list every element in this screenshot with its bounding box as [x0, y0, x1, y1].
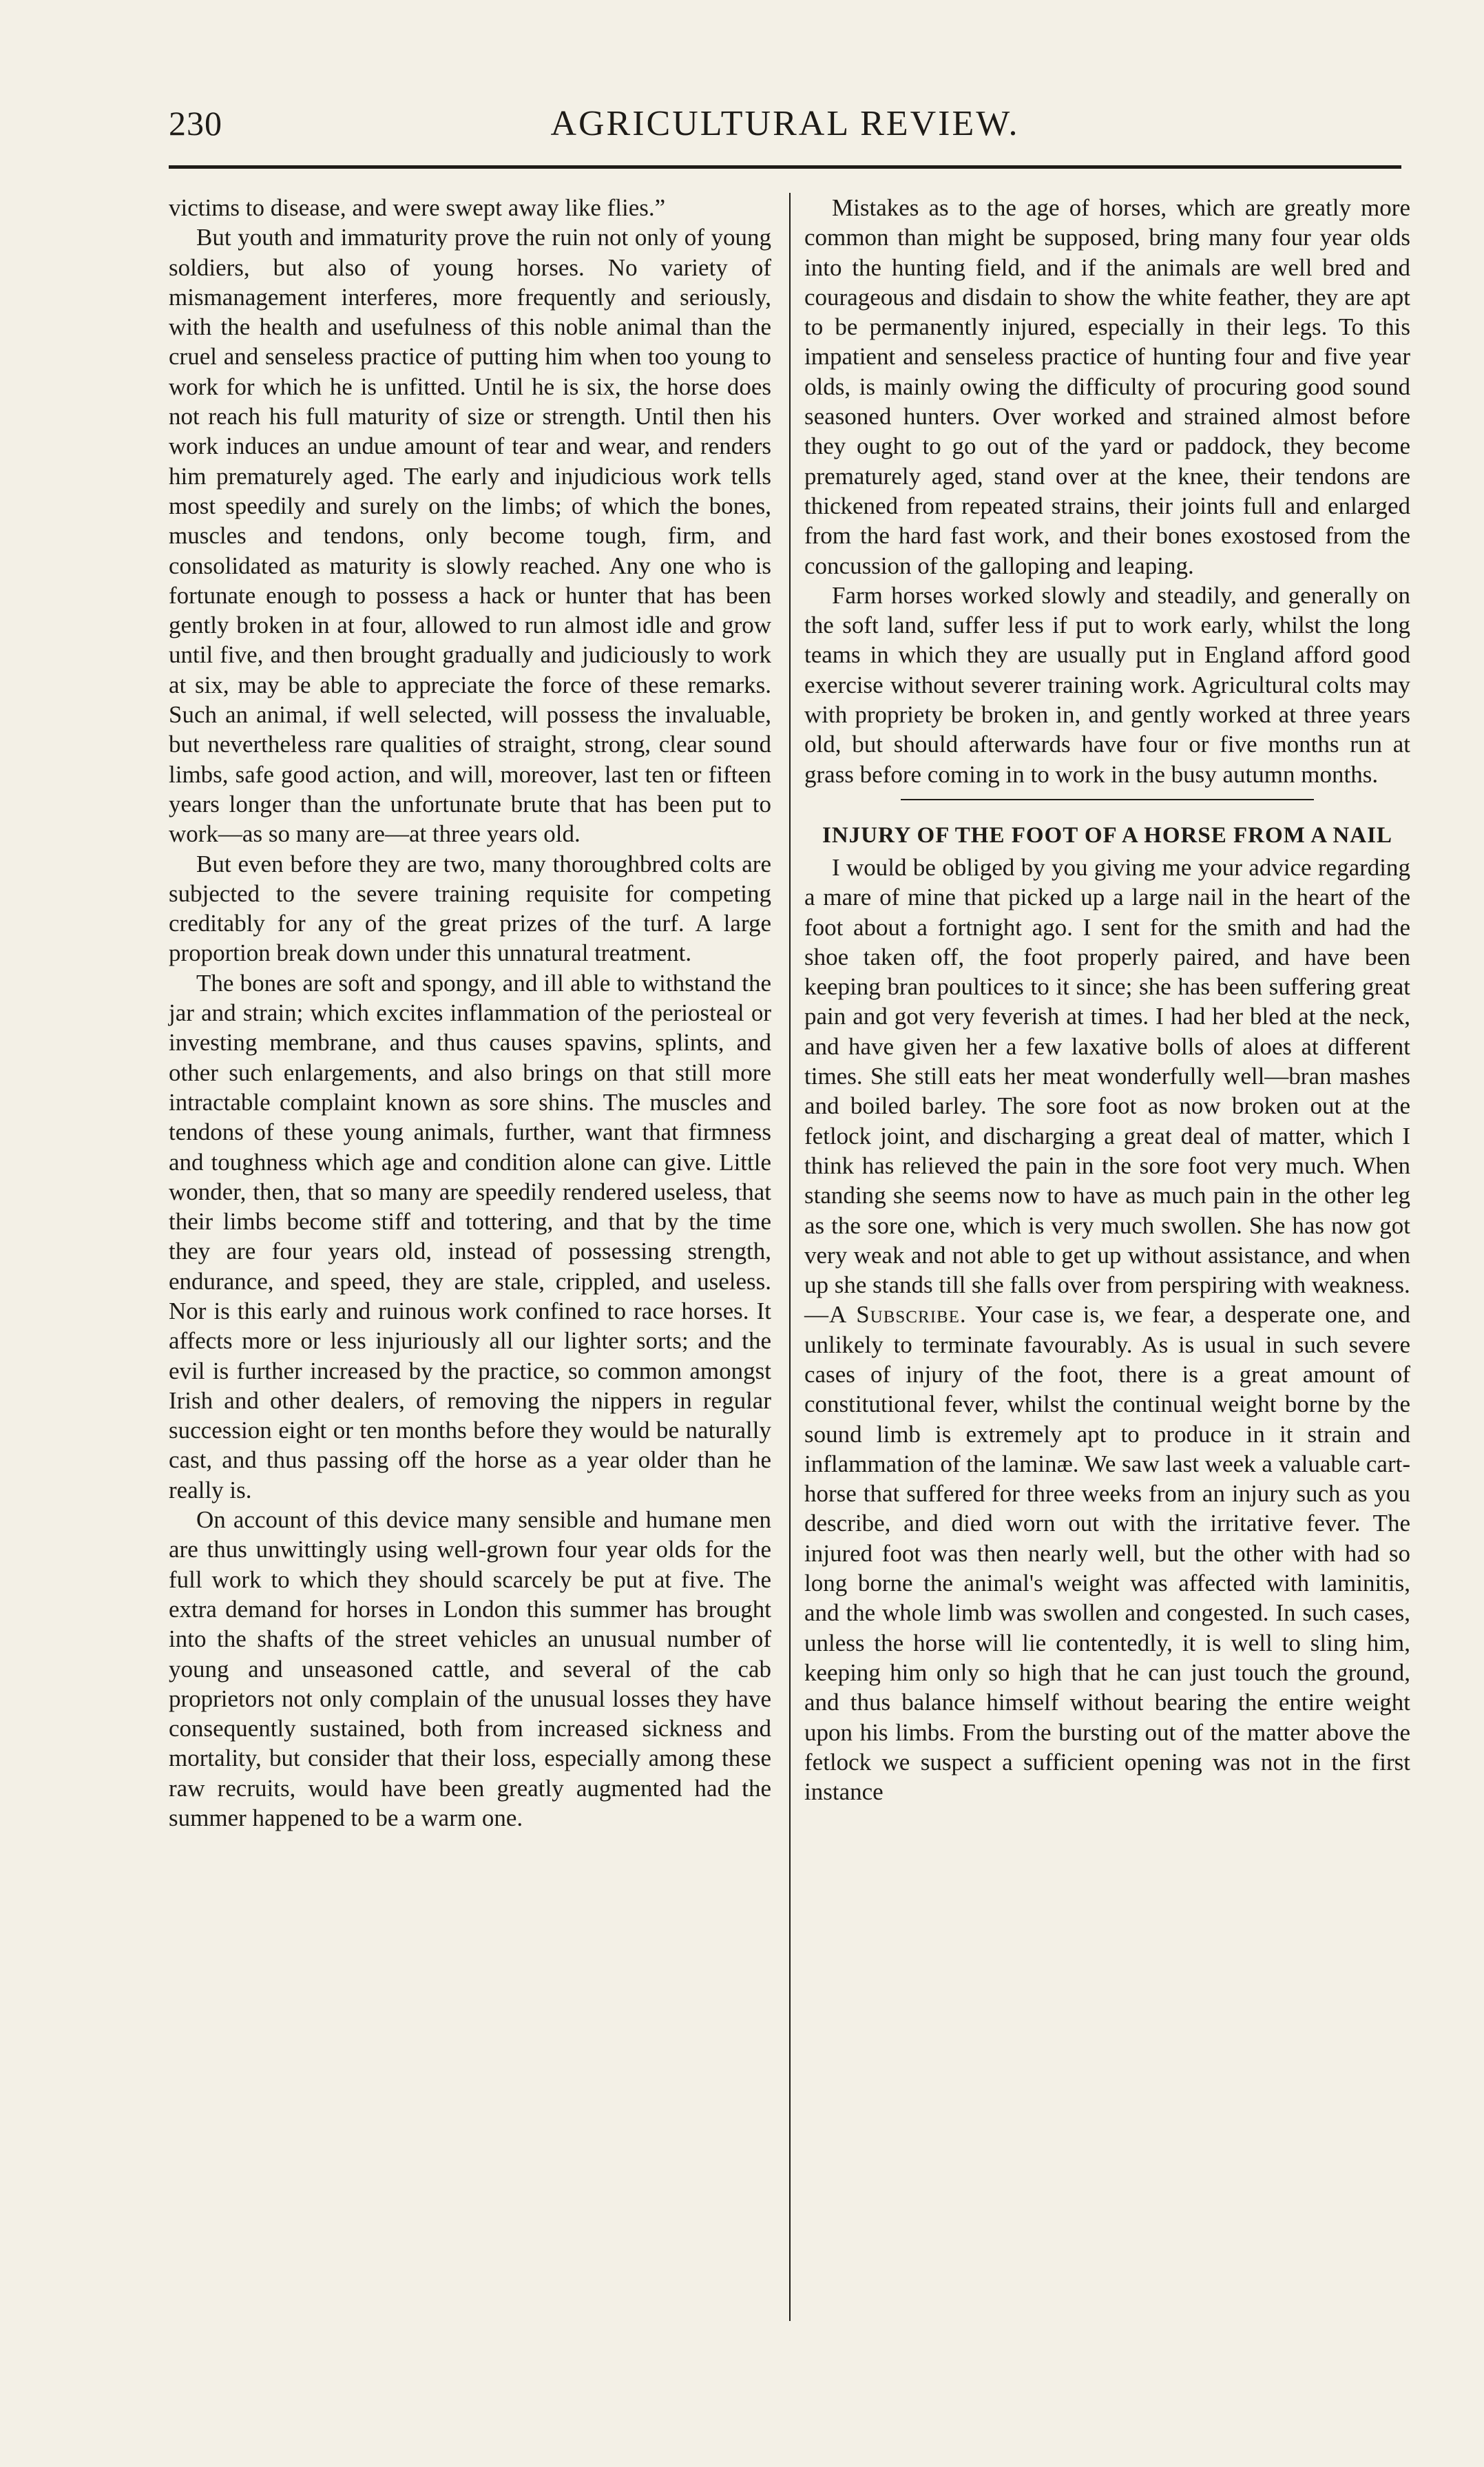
running-head: AGRICULTURAL REVIEW.: [550, 104, 1020, 143]
article-separator: [901, 799, 1314, 800]
paragraph: The bones are soft and spongy, and ill able to withstand the jar and strain; which excites inflammation of the periosteal or investing membrane, and thus causes spavins, splints, and other such enlargements, and also brings on that still more intractable complaint known as sore shins. The muscles and tendons of these young animals, further, want that firmness and toughness which age and condition alone can give. Little wonder, then, that so many are speedily rendered useless, that their limbs become stiff and tottering, and that by the time they are four years old, instead of possessing strength, endurance, and speed, they are stale, crippled, and useless. Nor is this early and ruinous work confined to race horses. It affects more or less injuriously all our lighter sorts; and the evil is further increased by the practice, so common amongst Irish and other dealers, of removing the nippers in regular succession eight or ten months before they would be naturally cast, and thus passing off the horse as a year older than he really is.: [169, 969, 771, 1503]
paragraph: victims to disease, and were swept away like flies.”: [169, 194, 666, 221]
paragraph: But youth and immaturity prove the ruin not only of young soldiers, but also of young horses. No variety of mismanagement interferes, more frequently and seriously, with the health and usefulness of this noble animal than the cruel and senseless practice of putting him when too young to work for which he is unfitted. Until he is six, the horse does not reach his full maturity of size or strength. Until then his work induces an undue amount of tear and wear, and renders him prematurely aged. The early and injudicious work tells most speedily and surely on the limbs; of which the bones, muscles and tendons, only become tough, firm, and consolidated as maturity is slowly reached. Any one who is fortunate enough to possess a hack or hunter that has been gently broken in at four, allowed to run almost idle and grow until five, and then brought gradually and judiciously to work at six, may be able to appreciate the force of these remarks. Such an animal, if well selected, will possess the invaluable, but nevertheless rare qualities of straight, strong, clear sound limbs, safe good action, and will, moreover, last ten or fifteen years longer than the unfortunate brute that has been put to work—as so many are—at three years old.: [169, 224, 771, 848]
left-column: [169, 193, 771, 1833]
article-title: INJURY OF THE FOOT OF A HORSE FROM A NAIL: [822, 822, 1392, 848]
page-number: 230: [169, 104, 222, 143]
paragraph: Mistakes as to the age of horses, which are greatly more common than might be supposed, bring many four year olds into the hunting field, and if the animals are well bred and courageous and disdain to show the white feather, they are apt to be permanently injured, especially in their legs. To this impatient and senseless practice of hunting four and five year olds, is mainly owing the difficulty of procuring good sound seasoned hunters. Over worked and strained almost before they ought to go out of the yard or paddock, they become prematurely aged, stand over at the knee, their tendons are thickened from repeated strains, their joints full and enlarged from the hard fast work, and their bones exostosed from the concussion of the galloping and leaping.: [804, 194, 1410, 579]
reply-paragraph: [804, 1300, 1410, 1807]
page-header: [169, 103, 1401, 158]
letter-paragraph: I would be obliged by you giving me your advice regarding a mare of mine that picked up a large nail in the heart of the foot about a fortnight ago. I sent for the smith and had the shoe taken off, the foot properly paired, and have been keeping bran poultices to it since; she has been suffering great pain and got very feverish at times. I had her bled at the neck, and have given her a few laxative bolls of aloes at different times. She still eats her meat wonderfully well—bran mashes and boiled barley. The sore foot as now broken out at the fetlock joint, and discharging a great deal of matter, which I think has relieved the pain in the sore foot very much. When standing she seems now to have as much pain in the other leg as the sore one, which is very much swollen. She has now got very weak and not able to get up without assistance, and when up she stands till she falls over from perspiring with weakness.: [804, 853, 1410, 1299]
header-rule: [169, 165, 1401, 169]
right-column: [804, 193, 1410, 1807]
signature: —A Subscribe.: [804, 1301, 967, 1329]
paragraph: But even before they are two, many thoroughbred colts are subjected to the severe training requisite for competing creditably for any of the great prizes of the turf. A large proportion break down under this unnatural treatment.: [169, 850, 771, 967]
paragraph: Farm horses worked slowly and steadily, and generally on the soft land, suffer less if put to work early, whilst the long teams in which they are usually put in England afford good exercise without severer training work. Agricultural colts may with propriety be broken in, and gently worked at three years old, but should afterwards have four or five months run at grass before coming in to work in the busy autumn months.: [804, 581, 1410, 788]
column-divider: [789, 193, 791, 2321]
reply-text: Your case is, we fear, a desperate one, and unlikely to terminate favourably. As is usual in such severe cases of injury of the foot, there is a great amount of constitutional fever, whilst the continual weight borne by the sound limb is extremely apt to produce in it strain and inflammation of the laminæ. We saw last week a valuable cart-horse that suffered for three weeks from an injury such as you describe, and died worn out with the irritative fever. The injured foot was then nearly well, but the other with had so long borne the animal's weight was affected with laminitis, and the whole limb was swollen and congested. In such cases, unless the horse will lie contentedly, it is well to sling him, keeping him only so high that he can just touch the ground, and thus balance himself without bearing the entire weight upon his limbs. From the bursting out of the matter above the fetlock we suspect a sufficient opening was not in the first instance: [804, 1301, 1410, 1806]
paragraph: On account of this device many sensible and humane men are thus unwittingly using well-grown four year olds for the full work to which they should scarcely be put at five. The extra demand for horses in London this summer has brought into the shafts of the street vehicles an unusual number of young and unseasoned cattle, and several of the cab proprietors not only complain of the unusual losses they have consequently sustained, both from increased sickness and mortality, but consider that their loss, especially among these raw recruits, would have been greatly augmented had the summer happened to be a warm one.: [169, 1506, 771, 1832]
